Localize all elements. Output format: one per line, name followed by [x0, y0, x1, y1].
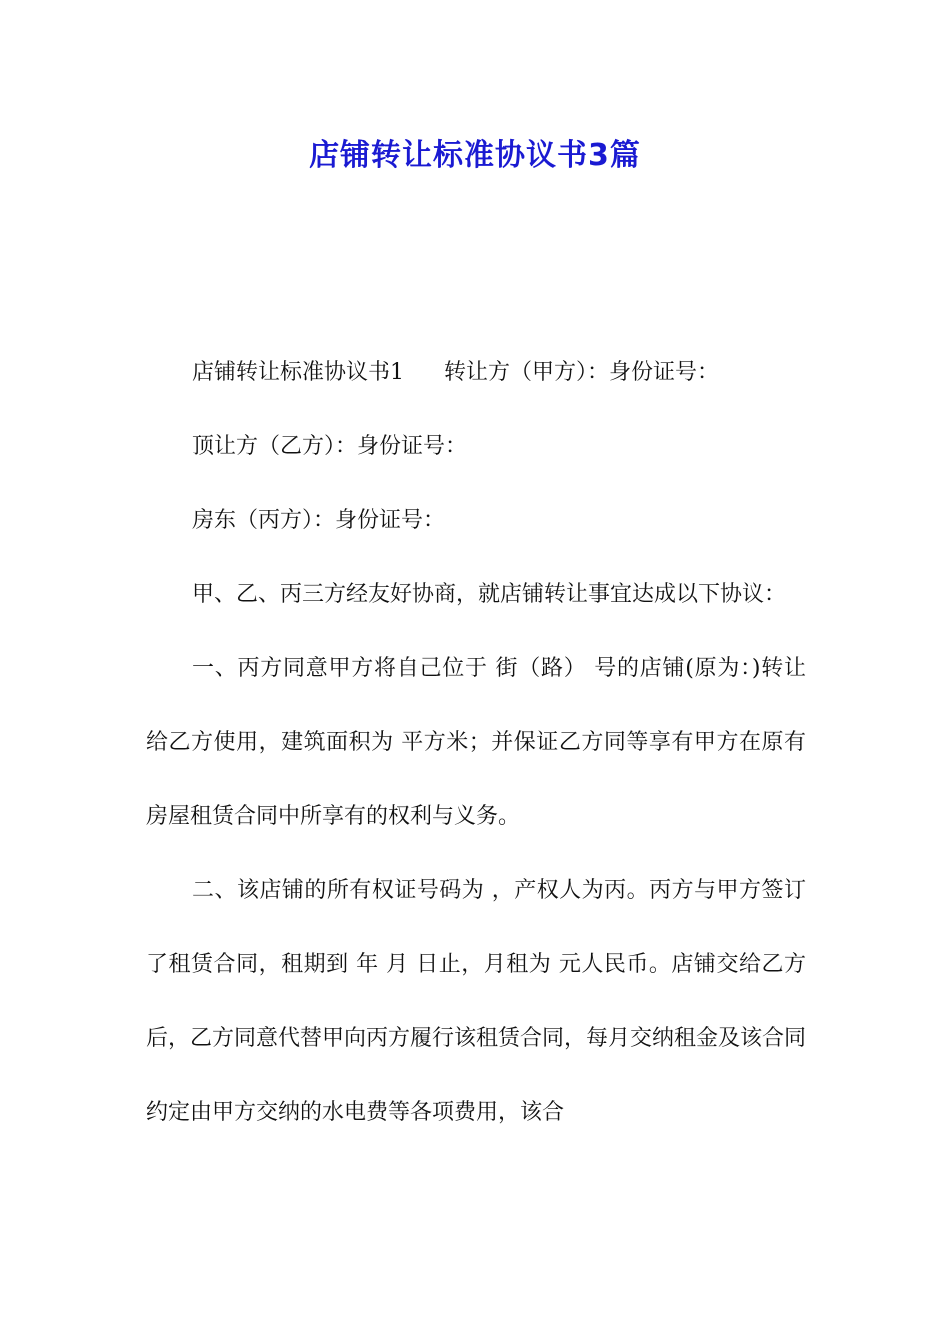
document-title: 店铺转让标准协议书3篇 — [309, 138, 641, 173]
paragraph-transferee: 顶让方（乙方）：身份证号： — [192, 434, 468, 459]
document-body — [146, 336, 806, 1150]
paragraph-landlord: 房东（丙方）：身份证号： — [192, 508, 446, 533]
paragraph-clause-2: 二、该店铺的所有权证号码为 ，产权人为丙。丙方与甲方签订了租赁合同，租期到 年 月 日止，月租为 元人民币。店铺交给乙方后，乙方同意代替甲向丙方履行该租赁合同，每月交纳租金及该合同约定由甲方交纳的水电费等各项费用，该合 — [146, 878, 807, 1125]
paragraph-heading — [146, 336, 806, 410]
agreement-number-heading: 店铺转让标准协议书1 — [192, 360, 404, 385]
paragraph-preamble: 甲、乙、丙三方经友好协商，就店铺转让事宜达成以下协议： — [192, 582, 787, 607]
transferor-line: 转让方（甲方）：身份证号： — [444, 360, 720, 385]
paragraph-clause-1: 一、丙方同意甲方将自己位于 街（路） 号的店铺(原为：)转让给乙方使用，建筑面积为 平方米；并保证乙方同等享有甲方在原有房屋租赁合同中所享有的权利与义务。 — [146, 656, 806, 829]
